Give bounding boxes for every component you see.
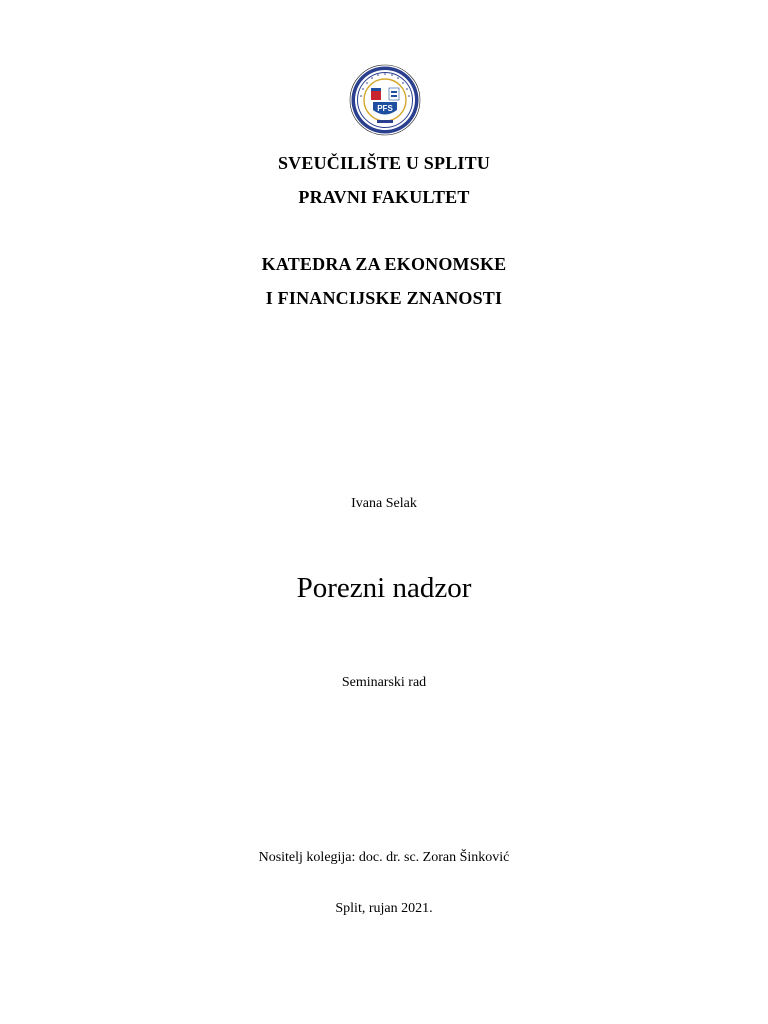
author-name: Ivana Selak bbox=[351, 496, 417, 511]
department-line-2: I FINANCIJSKE ZNANOSTI bbox=[265, 288, 503, 308]
university-name: SVEUČILIŠTE U SPLITU bbox=[277, 153, 491, 173]
document-title: Porezni nadzor bbox=[296, 572, 472, 604]
svg-text:PFS: PFS bbox=[377, 104, 393, 113]
course-mentor: Nositelj kolegija: doc. dr. sc. Zoran Šinković bbox=[258, 850, 510, 865]
department-line-1: KATEDRA ZA EKONOMSKE bbox=[261, 254, 507, 274]
place-and-date: Split, rujan 2021. bbox=[335, 901, 433, 916]
faculty-seal-logo bbox=[349, 64, 421, 136]
faculty-name: PRAVNI FAKULTET bbox=[298, 187, 470, 207]
document-type: Seminarski rad bbox=[341, 675, 427, 690]
